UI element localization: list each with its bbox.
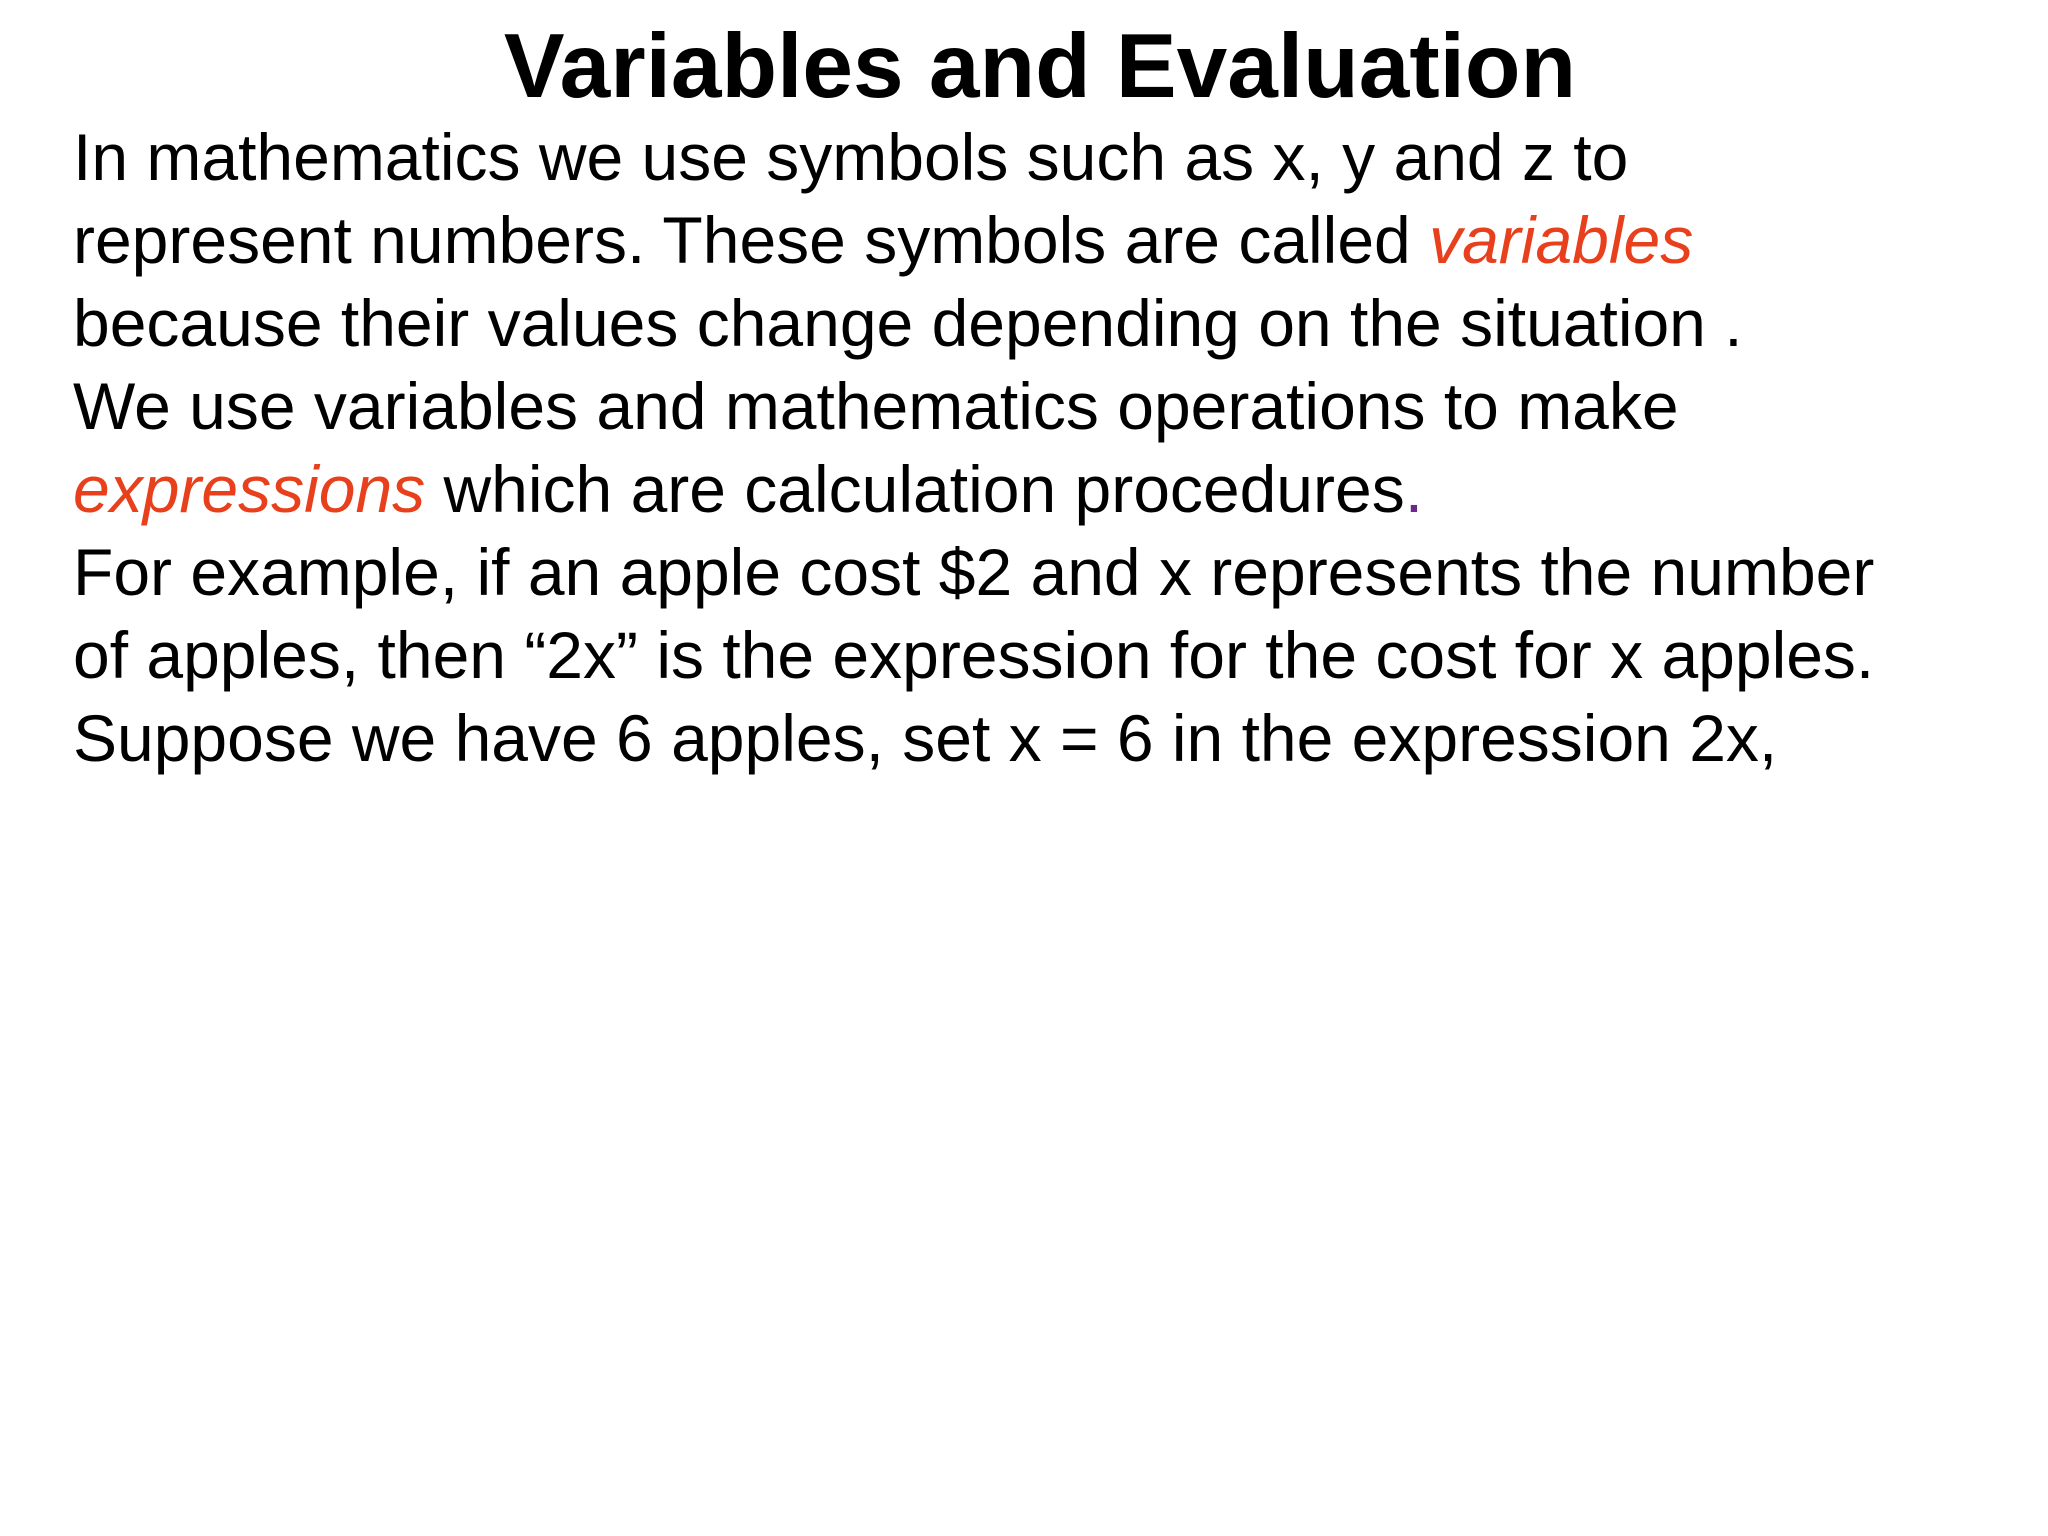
- body-line-1: [73, 116, 2033, 199]
- body-line-2: [73, 199, 2033, 282]
- body-line-5: [73, 448, 2033, 531]
- body-text: which are calculation procedures: [425, 452, 1405, 526]
- body-line-6: [73, 531, 2033, 614]
- body-text: represent numbers. These symbols are called: [73, 203, 1430, 277]
- body-text: In mathematics we use symbols such as x, y and z to: [73, 120, 1629, 194]
- slide-body: [73, 116, 2033, 780]
- term-variables: variables: [1429, 203, 1694, 277]
- body-line-4: [73, 365, 2033, 448]
- body-line-8: [73, 697, 2033, 780]
- body-line-7: [73, 614, 2033, 697]
- body-line-3: [73, 282, 2033, 365]
- body-text: Suppose we have 6 apples, set x = 6 in the expression 2x,: [73, 701, 1778, 775]
- body-text: because their values change depending on the situation .: [73, 286, 1743, 360]
- body-text: We use variables and mathematics operations to make: [73, 369, 1679, 443]
- body-text: For example, if an apple cost $2 and x represents the number: [73, 535, 1875, 609]
- slide-title: Variables and Evaluation: [503, 16, 1577, 117]
- term-expressions: expressions: [73, 452, 426, 526]
- body-text: of apples, then “2x” is the expression for the cost for x apples.: [73, 618, 1875, 692]
- period-accent: .: [1404, 452, 1424, 526]
